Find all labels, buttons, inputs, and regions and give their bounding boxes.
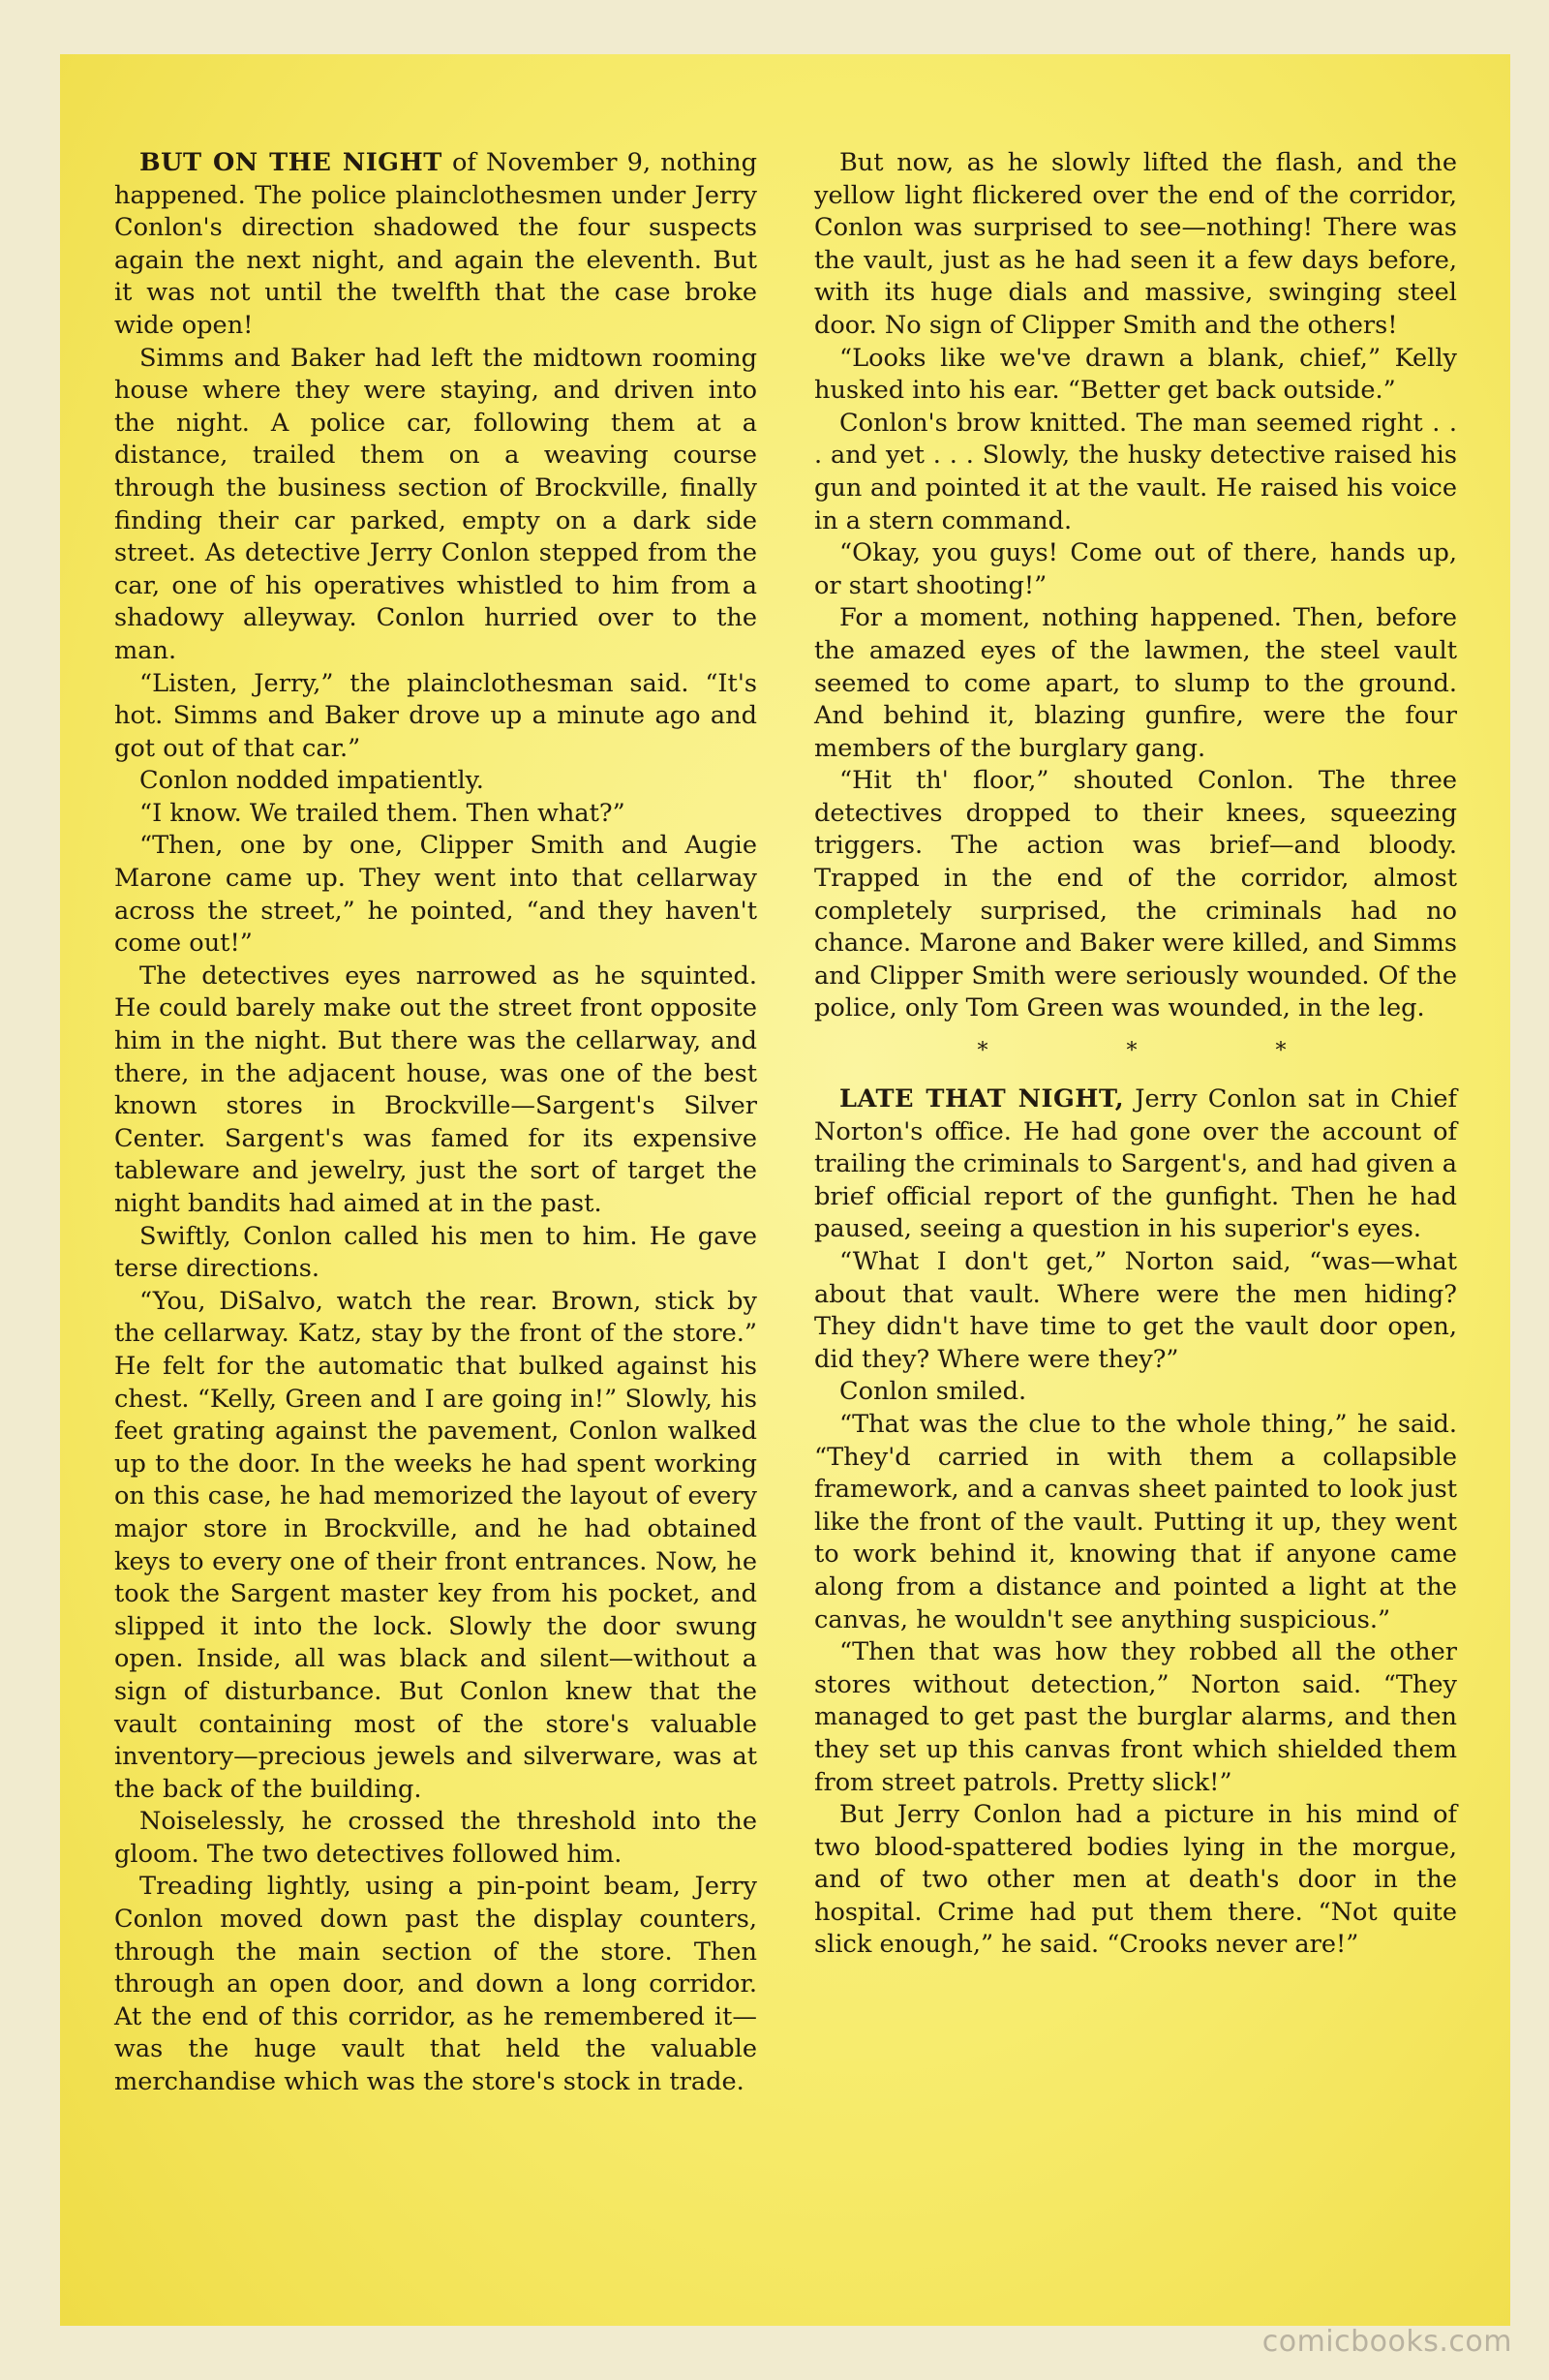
story-page — [60, 54, 1510, 2326]
paragraph-text: Jerry Conlon sat in Chief Norton's office. He had gone over the account of trailing the criminals to Sargent's, and had given a brief official report of the gunfight. Then he had paused, seeing a question in his superior's eyes. — [814, 1084, 1457, 1244]
text-column-left — [114, 147, 757, 2099]
paragraph: Conlon nodded impatiently. — [139, 766, 484, 796]
paragraph: “I know. We trailed them. Then what?” — [139, 798, 625, 828]
paragraph: “Listen, Jerry,” the plainclothesman said. “It's hot. Simms and Baker drove up a minute ago and got out of that car.” — [114, 668, 757, 763]
paragraph: Noiselessly, he crossed the threshold into the gloom. The two detectives followed him. — [114, 1807, 757, 1869]
paragraph: For a moment, nothing happened. Then, before the amazed eyes of the lawmen, the steel vault seemed to come apart, to slump to the ground. And behind it, blazing gunfire, were the four members of the burglary gang. — [814, 603, 1457, 763]
paragraph: Conlon's brow knitted. The man seemed right . . . and yet . . . Slowly, the husky detective raised his gun and pointed it at the vault. He raised his voice in a stern command. — [814, 408, 1457, 535]
site-watermark: comicbooks.com — [1261, 2325, 1512, 2359]
lead-in: BUT ON THE NIGHT — [139, 148, 442, 177]
paragraph: “Then, one by one, Clipper Smith and Augie Marone came up. They went into that cellarway across the street,” he pointed, “and they haven't come out!” — [114, 831, 757, 959]
paragraph-text: of November 9, nothing happened. The police plainclothesmen under Jerry Conlon's direction shadowed the four suspects again the next night, and again the eleventh. But it was not until the twelfth that the case broke wide open! — [114, 148, 758, 340]
text-column-right — [814, 147, 1457, 1962]
paragraph — [814, 1083, 1457, 1246]
paragraph — [114, 147, 757, 343]
section-break: * * * — [977, 1039, 1352, 1064]
paragraph: But Jerry Conlon had a picture in his mind of two blood-spattered bodies lying in the morgue, and of two other men at death's door in the hospital. Crime had put them there. “Not quite slick enough,” he said. “Crooks never are!” — [814, 1800, 1457, 1960]
paragraph: Treading lightly, using a pin-point beam, Jerry Conlon moved down past the display counters, through the main section of the store. Then through an open door, and down a long corridor. At the end of this corridor, as he remembered it—was the huge vault that held the valuable merchandise which was the store's stock in trade. — [114, 1872, 757, 2097]
paragraph: “Hit th' floor,” shouted Conlon. The three detectives dropped to their knees, squeezing triggers. The action was brief—and bloody. Trapped in the end of the corridor, almost completely surprised, the criminals had no chance. Marone and Baker were killed, and Simms and Clipper Smith were seriously wounded. Of the police, only Tom Green was wounded, in the leg. — [814, 766, 1457, 1023]
paragraph: “What I don't get,” Norton said, “was—what about that vault. Where were the men hiding? They didn't have time to get the vault door open, did they? Where were they?” — [814, 1247, 1457, 1374]
paragraph: Simms and Baker had left the midtown rooming house where they were staying, and driven into the night. A police car, following them at a distance, trailed them on a weaving course through the business section of Brockville, finally finding their car parked, empty on a dark side street. As detective Jerry Conlon stepped from the car, one of his operatives whistled to him from a shadowy alleyway. Conlon hurried over to the man. — [114, 343, 757, 665]
paragraph: “You, DiSalvo, watch the rear. Brown, stick by the cellarway. Katz, stay by the front of the store.” He felt for the automatic that bulked against his chest. “Kelly, Green and I are going in!” Slowly, his feet grating against the pavement, Conlon walked up to the door. In the weeks he had spent working on this case, he had memorized the layout of every major store in Brockville, and he had obtained keys to every one of their front entrances. Now, he took the Sargent master key from his pocket, and slipped it into the lock. Slowly the door swung open. Inside, all was black and silent—without a sign of disturbance. But Conlon knew that the vault containing most of the store's valuable inventory—precious jewels and silverware, was at the back of the building. — [114, 1286, 757, 1804]
paragraph: “Looks like we've drawn a blank, chief,” Kelly husked into his ear. “Better get back outside.” — [814, 343, 1457, 406]
paragraph: But now, as he slowly lifted the flash, and the yellow light flickered over the end of the corridor, Conlon was surprised to see—nothing! There was the vault, just as he had seen it a few days before, with its huge dials and massive, swinging steel door. No sign of Clipper Smith and the others! — [814, 148, 1457, 340]
paragraph: “Okay, you guys! Come out of there, hands up, or start shooting!” — [814, 538, 1457, 600]
paragraph: “Then that was how they robbed all the other stores without detection,” Norton said. “They managed to get past the burglar alarms, and then they set up this canvas front which shielded them from street patrols. Pretty slick!” — [814, 1637, 1457, 1797]
paragraph: “That was the clue to the whole thing,” he said. “They'd carried in with them a collapsible framework, and a canvas sheet painted to look just like the front of the vault. Putting it up, they went to work behind it, knowing that if anyone came along from a distance and pointed a light at the canvas, he wouldn't see anything suspicious.” — [814, 1409, 1457, 1634]
lead-in: LATE THAT NIGHT, — [839, 1084, 1125, 1114]
paragraph: Conlon smiled. — [839, 1377, 1027, 1407]
paragraph: The detectives eyes narrowed as he squinted. He could barely make out the street front opposite him in the night. But there was the cellarway, and there, in the adjacent house, was one of the best known stores in Brockville—Sargent's Silver Center. Sargent's was famed for its expensive tableware and jewelry, just the sort of target the night bandits had aimed at in the past. — [114, 961, 757, 1218]
paragraph: Swiftly, Conlon called his men to him. He gave terse directions. — [114, 1221, 757, 1284]
